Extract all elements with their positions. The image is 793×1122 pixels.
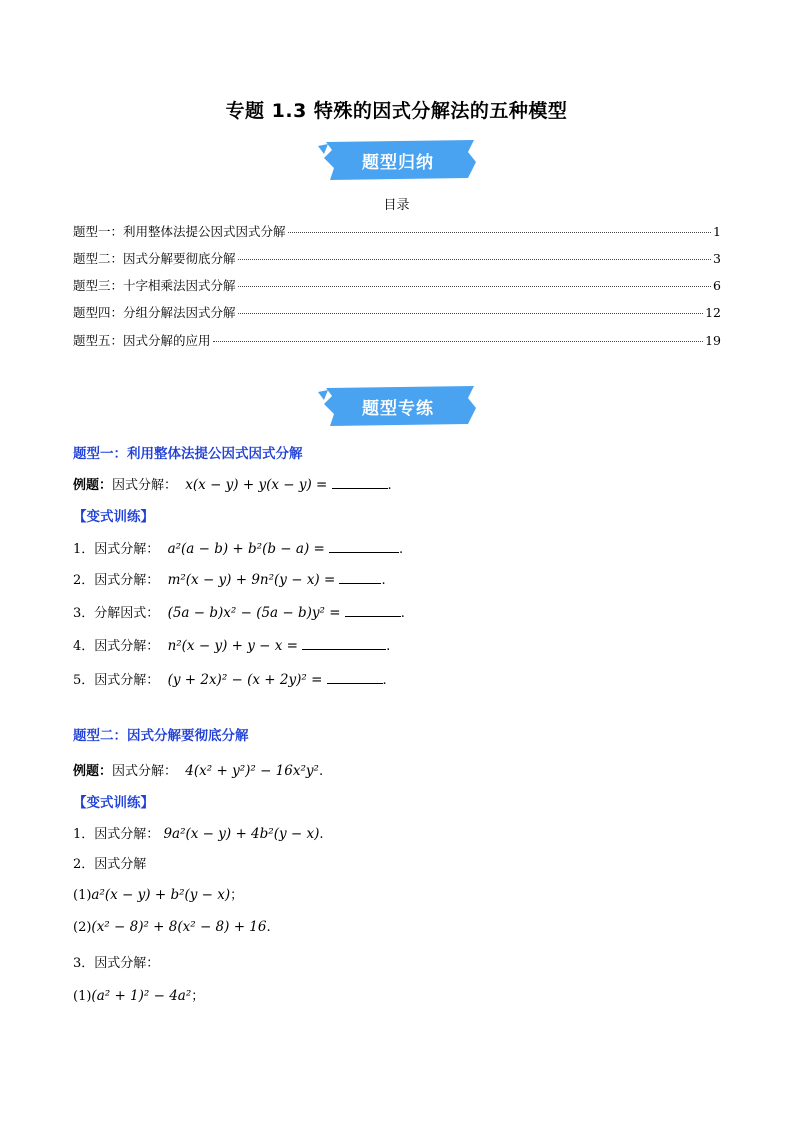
exercise-text: 因式分解： xyxy=(94,542,160,557)
example-math: 4(x² + y²)² − 16x²y² xyxy=(185,763,319,779)
s2-exercise-2-2 xyxy=(73,919,271,935)
s2-exercise-3-1 xyxy=(73,985,204,1004)
s2-exercise-3 xyxy=(73,952,159,971)
exercise-math: a²(a − b) + b²(b − a) = xyxy=(167,541,325,557)
toc-item-page: 12 xyxy=(705,305,721,320)
answer-blank[interactable] xyxy=(327,671,383,684)
toc-item-label: 题型五：因式分解的应用 xyxy=(73,333,211,348)
answer-blank[interactable] xyxy=(339,571,381,584)
toc-item-label: 题型一：利用整体法提公因式因式分解 xyxy=(73,224,286,239)
exercise-math: n²(x − y) + y − x = xyxy=(167,638,298,654)
exercise-num: 3． xyxy=(73,956,95,971)
s2-exercise-2 xyxy=(73,853,146,872)
period: . xyxy=(398,542,404,557)
exercise-math: (a² + 1)² − 4a² xyxy=(91,988,192,1004)
toc-item-label: 题型四：分组分解法因式分解 xyxy=(73,305,236,320)
toc-item[interactable] xyxy=(73,222,721,240)
toc-item[interactable] xyxy=(73,276,721,294)
exercise-num: (2) xyxy=(73,920,92,935)
example-label: 例题： xyxy=(73,478,113,493)
toc-item-page: 1 xyxy=(713,224,721,239)
page-title: 专题 1.3 特殊的因式分解法的五种模型 xyxy=(225,100,568,122)
answer-blank[interactable] xyxy=(332,476,388,489)
s2-exercise-2-1 xyxy=(73,884,243,903)
practice-banner xyxy=(318,386,478,426)
answer-blank[interactable] xyxy=(345,604,401,617)
exercise-text: 因式分解： xyxy=(94,639,160,654)
toc-item-page: 3 xyxy=(713,251,721,266)
section2-title: 题型二：因式分解要彻底分解 xyxy=(73,728,249,744)
semicolon: ； xyxy=(230,888,244,903)
exercise-4 xyxy=(73,635,390,654)
practice-banner-label: 题型专练 xyxy=(362,399,434,419)
exercise-num: 5． xyxy=(73,673,95,688)
exercise-math: (x² − 8)² + 8(x² − 8) + 16 xyxy=(91,919,267,935)
exercise-num: 2． xyxy=(73,573,95,588)
period: . xyxy=(318,764,324,779)
exercise-num: (1) xyxy=(73,888,92,903)
answer-blank[interactable] xyxy=(302,637,386,650)
exercise-2 xyxy=(73,569,386,588)
example-text: 因式分解： xyxy=(112,478,178,493)
exercise-text: 因式分解： xyxy=(94,956,160,971)
section1-variant-label: 【变式训练】 xyxy=(73,509,154,525)
exercise-num: (1) xyxy=(73,989,92,1004)
exercise-text: 分解因式： xyxy=(94,606,160,621)
toc-item[interactable] xyxy=(73,249,721,267)
section1-title: 题型一：利用整体法提公因式因式分解 xyxy=(73,446,303,462)
exercise-math: 9a²(x − y) + 4b²(y − x) xyxy=(163,826,320,842)
toc-heading: 目录 xyxy=(383,198,410,213)
semicolon: ； xyxy=(191,989,205,1004)
exercise-num: 1． xyxy=(73,542,95,557)
period: . xyxy=(382,673,387,688)
section2-variant-label: 【变式训练】 xyxy=(73,795,154,811)
toc-item[interactable] xyxy=(73,331,721,349)
exercise-text: 因式分解： xyxy=(94,827,160,842)
toc-item-page: 6 xyxy=(713,278,721,293)
exercise-text: 因式分解 xyxy=(94,857,147,872)
toc-item-label: 题型三：十字相乘法因式分解 xyxy=(73,278,236,293)
exercise-num: 1． xyxy=(73,827,95,842)
example-label: 例题： xyxy=(73,764,113,779)
exercise-math: (y + 2x)² − (x + 2y)² = xyxy=(167,672,323,688)
exercise-num: 3． xyxy=(73,606,95,621)
exercise-text: 因式分解： xyxy=(94,573,160,588)
exercise-math: a²(x − y) + b²(y − x) xyxy=(91,887,231,903)
toc-leader xyxy=(238,286,712,287)
summary-banner-label: 题型归纳 xyxy=(362,153,434,173)
period: . xyxy=(386,639,391,654)
summary-banner xyxy=(318,140,478,180)
toc-leader xyxy=(238,259,712,260)
exercise-num: 4． xyxy=(73,639,95,654)
example-math: x(x − y) + y(x − y) = xyxy=(185,477,328,493)
exercise-3 xyxy=(73,602,405,621)
toc-leader xyxy=(213,341,704,342)
exercise-text: 因式分解： xyxy=(94,673,160,688)
section2-example xyxy=(73,760,323,779)
toc-item[interactable] xyxy=(73,303,721,321)
exercise-math: (5a − b)x² − (5a − b)y² = xyxy=(167,605,341,621)
toc-leader xyxy=(288,232,712,233)
period: . xyxy=(266,920,271,935)
exercise-num: 2． xyxy=(73,857,95,872)
toc-leader xyxy=(238,313,704,314)
section1-example xyxy=(73,474,392,493)
s2-exercise-1 xyxy=(73,823,324,842)
period: . xyxy=(387,478,392,493)
period: . xyxy=(319,827,324,842)
period: . xyxy=(381,573,386,588)
exercise-math: m²(x − y) + 9n²(y − x) = xyxy=(167,572,336,588)
toc-item-label: 题型二：因式分解要彻底分解 xyxy=(73,251,236,266)
toc-item-page: 19 xyxy=(705,333,721,348)
period: . xyxy=(400,606,405,621)
example-text: 因式分解： xyxy=(112,764,178,779)
answer-blank[interactable] xyxy=(329,540,399,553)
exercise-1 xyxy=(73,538,403,557)
exercise-5 xyxy=(73,669,387,688)
